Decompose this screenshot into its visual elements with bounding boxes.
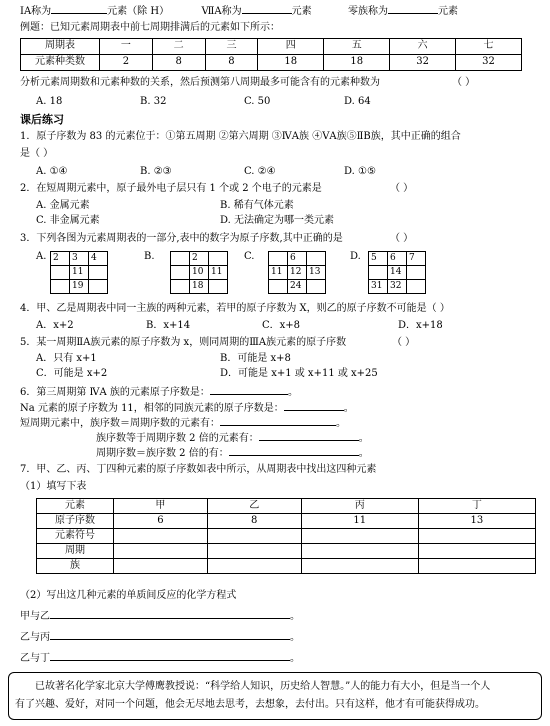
q6-line4 xyxy=(96,431,369,446)
period-7: 七 xyxy=(456,39,522,55)
q2-option-c[interactable]: C. 非金属元素 xyxy=(36,215,100,226)
period-4: 四 xyxy=(258,39,324,55)
grid-cell xyxy=(89,266,108,280)
grid-cell: 32 xyxy=(388,280,407,294)
zero-blank[interactable] xyxy=(388,4,438,14)
q7-cell[interactable] xyxy=(418,559,535,574)
period-header: 周期表 xyxy=(21,39,100,55)
q6-blank1[interactable] xyxy=(210,385,288,395)
section-title: 课后练习 xyxy=(20,113,64,126)
count-3: 8 xyxy=(205,55,258,71)
q6-end2: 。 xyxy=(343,403,354,414)
grid-cell: 6 xyxy=(288,252,307,266)
q6-end1: 。 xyxy=(287,387,298,398)
q7-th-ding: 丁 xyxy=(418,499,535,514)
grid-cell: 24 xyxy=(288,280,307,294)
q1-option-d[interactable]: D. ①⑤ xyxy=(344,166,376,177)
q2-option-b[interactable]: B. 稀有气体元素 xyxy=(220,200,294,211)
q7-cell[interactable] xyxy=(114,544,208,559)
q5-option-a[interactable]: A．只有 x+1 xyxy=(36,353,97,364)
count-6: 32 xyxy=(390,55,456,71)
q1-option-c[interactable]: C. ②④ xyxy=(244,166,276,177)
q7-eq3 xyxy=(20,651,300,666)
q2-paren: （ ） xyxy=(390,183,414,194)
q5-paren: （ ） xyxy=(392,337,416,348)
grid-cell xyxy=(171,266,190,280)
grid-cell: 2 xyxy=(190,252,209,266)
q1-text: 1．原子序数为 83 的元素位于：①第五周期 ②第六周期 ③ⅣA族 ④ⅤA族⑤ⅡB族，其中正确的组合 xyxy=(20,131,461,142)
grid-cell xyxy=(51,266,70,280)
period-table xyxy=(20,38,522,71)
grid-cell xyxy=(269,280,288,294)
count-header: 元素种类数 xyxy=(21,55,100,71)
grid-cell: 3 xyxy=(70,252,89,266)
q3-option-b-label[interactable]: B. xyxy=(144,251,155,262)
q7-cell[interactable] xyxy=(418,544,535,559)
q6-blank5[interactable] xyxy=(229,446,359,456)
period-2: 二 xyxy=(152,39,205,55)
q6-line3-text: 短周期元素中，族序数＝周期序数的元素有： xyxy=(20,418,220,429)
q6-line2-text: Na 元素的原子序数为 11，相邻的同族元素的原子序数是： xyxy=(20,403,284,414)
q2-option-a[interactable]: A. 金属元素 xyxy=(36,200,90,211)
grid-cell xyxy=(407,266,426,280)
q7-eq3-label: 乙与丁 xyxy=(20,653,50,664)
q7-th-element: 元素 xyxy=(37,499,114,514)
q7-eq1-label: 甲与乙 xyxy=(20,611,50,622)
q7-eq2-end: 。 xyxy=(290,632,300,643)
q3-option-d-label[interactable]: D. xyxy=(350,251,361,262)
q7-cell[interactable] xyxy=(301,559,418,574)
q3-grid-a xyxy=(50,251,108,294)
q3-grid-c xyxy=(268,251,326,294)
grid-cell: 11 xyxy=(269,266,288,280)
q3-grid-d xyxy=(368,251,426,294)
header-line xyxy=(20,4,458,19)
ia-label: ⅠA称为 xyxy=(20,6,52,17)
viia-after: 元素 xyxy=(291,6,312,17)
q7-eq2-label: 乙与丙 xyxy=(20,632,50,643)
q1-option-a[interactable]: A. ①④ xyxy=(36,166,68,177)
grid-cell: 14 xyxy=(388,266,407,280)
grid-cell xyxy=(209,280,228,294)
q6-line5 xyxy=(96,446,369,461)
grid-cell: 19 xyxy=(70,280,89,294)
q7-text: 7．甲、乙、丙、丁四种元素的原子序数如表中所示，从周期表中找出这四种元素 xyxy=(20,464,377,475)
grid-cell: 31 xyxy=(369,280,388,294)
q7-sub2: （2）写出这几种元素的单质间反应的化学方程式 xyxy=(20,590,237,601)
grid-cell xyxy=(369,266,388,280)
grid-cell: 11 xyxy=(70,266,89,280)
grid-cell: 10 xyxy=(190,266,209,280)
q7-eq2-blank[interactable] xyxy=(50,630,290,640)
q1-option-b[interactable]: B. ②③ xyxy=(140,166,172,177)
grid-cell xyxy=(89,280,108,294)
q2-text: 2．在短周期元素中，原子最外电子层只有 1 个或 2 个电子的元素是 xyxy=(20,183,322,194)
q7-cell: 6 xyxy=(114,514,208,529)
grid-cell xyxy=(51,280,70,294)
grid-cell: 18 xyxy=(190,280,209,294)
q6-line2 xyxy=(20,401,354,416)
grid-cell xyxy=(269,252,288,266)
q7-cell: 8 xyxy=(207,514,301,529)
q4-option-c[interactable]: C．x+8 xyxy=(262,320,301,331)
q3-option-a-label[interactable]: A. xyxy=(36,251,47,262)
grid-cell xyxy=(407,280,426,294)
ia-after: 元素（除 H） xyxy=(107,6,170,17)
count-5: 18 xyxy=(324,55,390,71)
q3-grid-b xyxy=(170,251,228,294)
q2-option-d[interactable]: D. 无法确定为哪一类元素 xyxy=(220,215,335,226)
q5-option-b[interactable]: B．可能是 x+8 xyxy=(220,353,291,364)
q4-option-d[interactable]: D．x+18 xyxy=(398,320,443,331)
example-option-c[interactable]: C. 50 xyxy=(244,96,271,107)
q7-th-bing: 丙 xyxy=(301,499,418,514)
q5-text: 5．某一周期ⅡA族元素的原子序数为 x，则同周期的ⅢA族元素的原子序数 xyxy=(20,337,347,348)
grid-cell: 13 xyxy=(307,266,326,280)
q7-eq1-blank[interactable] xyxy=(50,609,290,619)
zero-after: 元素 xyxy=(437,6,458,17)
zero-label: 零族称为 xyxy=(347,6,388,17)
q1-text2: 是（ ） xyxy=(20,148,54,159)
count-1: 2 xyxy=(100,55,153,71)
q7-row-label: 周期 xyxy=(37,544,114,559)
q7-th-yi: 乙 xyxy=(207,499,301,514)
q7-cell: 13 xyxy=(418,514,535,529)
q7-cell[interactable] xyxy=(207,544,301,559)
grid-cell: 7 xyxy=(407,252,426,266)
count-7: 32 xyxy=(456,55,522,71)
q5-option-d[interactable]: D．可能是 x+1 或 x+11 或 x+25 xyxy=(220,368,378,379)
period-3: 三 xyxy=(205,39,258,55)
q7-table xyxy=(36,498,536,574)
q7-row-label: 元素符号 xyxy=(37,529,114,544)
q6-line3 xyxy=(20,416,346,431)
q5-option-c[interactable]: C．可能是 x+2 xyxy=(36,368,108,379)
grid-cell xyxy=(209,252,228,266)
q7-eq2 xyxy=(20,630,300,645)
ia-blank[interactable] xyxy=(51,4,107,14)
q7-cell[interactable] xyxy=(418,529,535,544)
q6-blank4[interactable] xyxy=(259,431,359,441)
q3-option-c-label[interactable]: C. xyxy=(244,251,255,262)
q7-eq3-blank[interactable] xyxy=(50,651,290,661)
q6-blank3[interactable] xyxy=(220,416,336,426)
example-option-b[interactable]: B. 32 xyxy=(140,96,167,107)
q7-eq1-end: 。 xyxy=(290,611,300,622)
q4-text: 4．甲、乙是周期表中同一主族的两种元素，若甲的原子序数为 X，则乙的原子序数不可能是（ ） xyxy=(20,303,450,314)
period-1: 一 xyxy=(100,39,153,55)
q7-cell: 11 xyxy=(301,514,418,529)
example-intro: 例题：已知元素周期表中前七周期排满后的元素如下所示： xyxy=(20,22,280,33)
example-paren: （ ） xyxy=(452,77,476,88)
example-question: 分析元素周期数和元素种数的关系，然后预测第八周期最多可能含有的元素种数为 xyxy=(20,77,380,88)
q7-cell[interactable] xyxy=(114,559,208,574)
grid-cell: 12 xyxy=(288,266,307,280)
q7-cell[interactable] xyxy=(207,559,301,574)
q7-row-label: 原子序数 xyxy=(37,514,114,529)
example-option-d[interactable]: D. 64 xyxy=(344,96,371,107)
grid-cell: 5 xyxy=(369,252,388,266)
viia-label: ⅦA称为 xyxy=(201,6,242,17)
grid-cell: 6 xyxy=(388,252,407,266)
q6-end5: 。 xyxy=(358,448,369,459)
grid-cell: 4 xyxy=(89,252,108,266)
q6-blank2[interactable] xyxy=(284,401,344,411)
q7-cell[interactable] xyxy=(301,529,418,544)
grid-cell xyxy=(307,252,326,266)
q4-option-a[interactable]: A．x+2 xyxy=(36,320,74,331)
count-2: 8 xyxy=(152,55,205,71)
q7-th-jia: 甲 xyxy=(114,499,208,514)
period-5: 五 xyxy=(324,39,390,55)
q6-end4: 。 xyxy=(358,433,369,444)
q7-eq3-end: 。 xyxy=(290,653,300,664)
q6-line4-text: 族序数等于周期序数 2 倍的元素有： xyxy=(96,433,259,444)
period-6: 六 xyxy=(390,39,456,55)
q3-paren: （ ） xyxy=(390,233,414,244)
q7-eq1 xyxy=(20,609,300,624)
q6-line5-text: 周期序数＝族序数 2 倍的有： xyxy=(96,448,229,459)
q6-end3: 。 xyxy=(336,418,346,429)
q7-sub1: （1）填写下表 xyxy=(20,481,87,492)
count-4: 18 xyxy=(258,55,324,71)
example-option-a[interactable]: A. 18 xyxy=(36,96,63,107)
q3-text: 3．下列各图为元素周期表的一部分,表中的数字为原子序数,其中正确的是 xyxy=(20,233,343,244)
q7-row-label: 族 xyxy=(37,559,114,574)
viia-blank[interactable] xyxy=(242,4,292,14)
grid-cell: 2 xyxy=(51,252,70,266)
quote-line1: 已故著名化学家北京大学傅鹰教授说：“科学给人知识，历史给人智慧。”人的能力有大小，但是当一个人 xyxy=(35,681,491,692)
q4-option-b[interactable]: B．x+14 xyxy=(146,320,191,331)
q7-cell[interactable] xyxy=(301,544,418,559)
grid-cell: 11 xyxy=(209,266,228,280)
q7-cell[interactable] xyxy=(114,529,208,544)
q6-line1-text: 6．第三周期第 ⅣA 族的元素原子序数是： xyxy=(20,387,210,398)
grid-cell xyxy=(171,280,190,294)
grid-cell xyxy=(171,252,190,266)
quote-line2: 有了兴趣、爱好，对同一个问题，他会无尽地去思考，去想象，去付出。只有这样，他才有可能获得成功。 xyxy=(15,699,485,710)
quote-box xyxy=(8,672,542,720)
grid-cell xyxy=(307,280,326,294)
q7-cell[interactable] xyxy=(207,529,301,544)
q6-line1 xyxy=(20,385,298,400)
